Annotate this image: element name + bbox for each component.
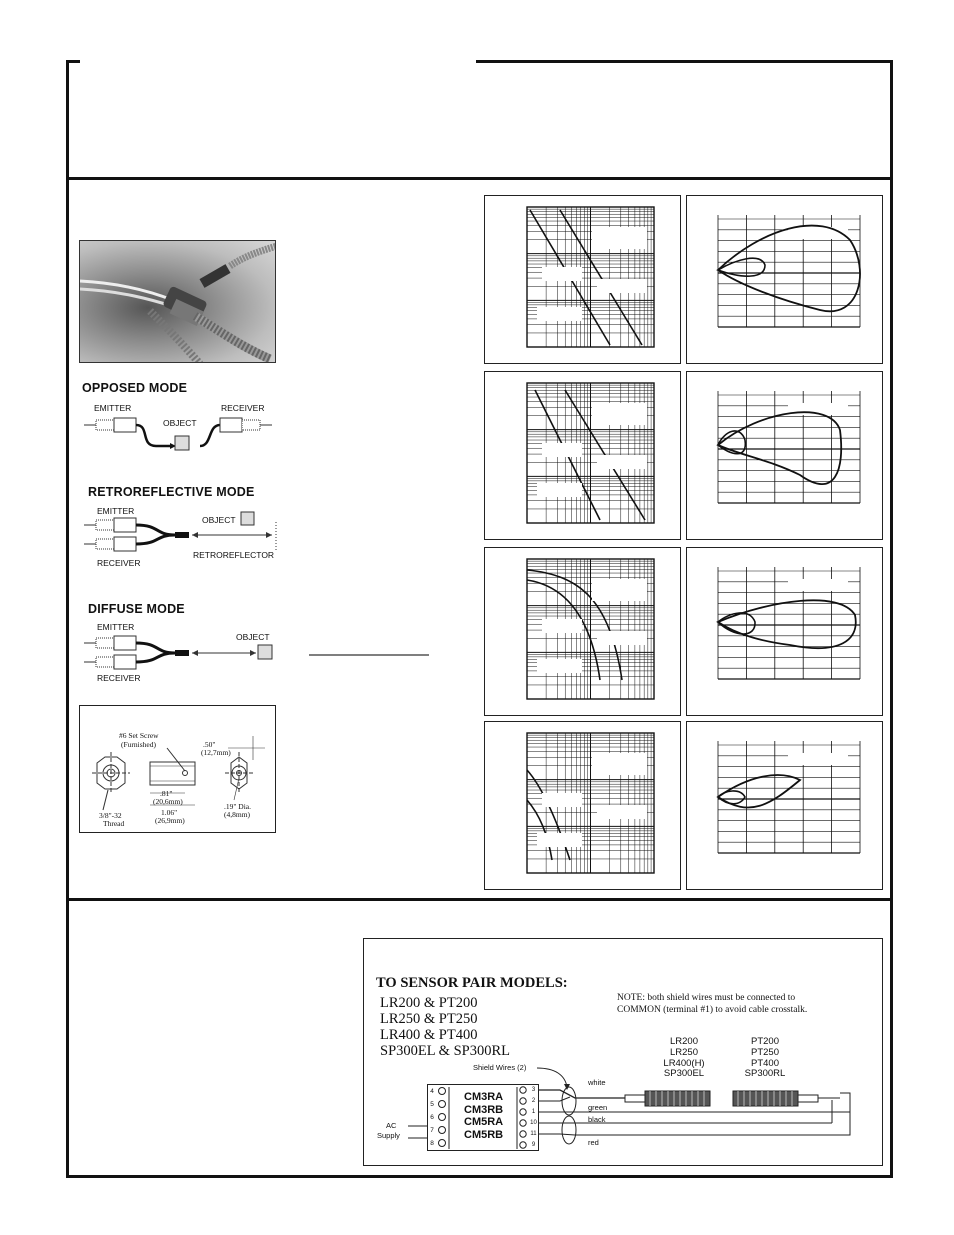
receiver-model: PT400	[751, 1057, 779, 1069]
opposed-mode-title: OPPOSED MODE	[82, 381, 188, 395]
wire-green-label: green	[588, 1103, 608, 1112]
product-photo	[79, 240, 276, 363]
thread-label: 3/8"-32	[99, 811, 122, 820]
dim-106-label: 1.06"	[161, 808, 178, 817]
beam-pattern-panel-1	[686, 195, 883, 364]
retro-object-label: OBJECT	[202, 515, 236, 525]
wiring-heading: TO SENSOR PAIR MODELS:	[376, 975, 568, 991]
retro-mode-title: RETROREFLECTIVE MODE	[88, 485, 255, 499]
diffuse-receiver-label: RECEIVER	[97, 673, 141, 683]
photo-cables-drawing	[80, 241, 276, 363]
terminal-number: 5	[430, 1101, 434, 1108]
wire-red-label: red	[588, 1138, 599, 1147]
beam-pattern-panel-4	[686, 721, 883, 890]
opposed-emitter-label: EMITTER	[94, 403, 132, 413]
receiver-model: SP300RL	[744, 1068, 786, 1080]
right-terminal-numbers	[529, 1085, 538, 1151]
beam-pattern-panel-3	[686, 547, 883, 716]
retro-emitter-label: EMITTER	[97, 506, 135, 516]
diffuse-object-label: OBJECT	[236, 632, 270, 642]
logic-module-models	[464, 1091, 503, 1141]
receiver-model-list	[740, 1037, 790, 1080]
crosstalk-note-line-1: NOTE: both shield wires must be connected to	[617, 993, 796, 1003]
emitter-model: LR400(H)	[663, 1057, 705, 1069]
excess-gain-panel-2	[484, 371, 681, 540]
receiver-model: PT250	[751, 1046, 779, 1058]
opposed-object-label: OBJECT	[163, 418, 197, 428]
pair-model-4: SP300EL & SP300RL	[380, 1043, 510, 1059]
wire-white-label: white	[588, 1078, 606, 1087]
module-model: CM5RB	[464, 1128, 504, 1141]
emitter-model: LR250	[670, 1046, 698, 1058]
terminal-number: 1	[531, 1109, 536, 1115]
crosstalk-note-line-2: COMMON (terminal #1) to avoid cable crosstalk.	[617, 1005, 808, 1015]
header-divider	[66, 177, 893, 180]
beam-pattern-panel-2	[686, 371, 883, 540]
thread-label-2: Thread	[103, 819, 125, 828]
excess-gain-panel-1	[484, 195, 681, 364]
emitter-model: SP300EL	[663, 1068, 705, 1080]
terminal-number: 7	[430, 1127, 434, 1134]
emitter-model: LR200	[670, 1036, 698, 1047]
wire-black-label: black	[588, 1115, 606, 1124]
dim-81-label: .81"	[160, 789, 173, 798]
module-model: CM3RB	[464, 1103, 504, 1116]
shield-wires-label: Shield Wires (2)	[473, 1063, 527, 1072]
set-screw-label: #6 Set Screw	[119, 731, 159, 740]
retro-receiver-label: RECEIVER	[97, 558, 141, 568]
pair-model-2: LR250 & PT250	[380, 1011, 478, 1027]
terminal-number: 11	[530, 1131, 537, 1137]
emitter-model-list	[659, 1037, 709, 1080]
header-title-gap	[80, 56, 476, 64]
retroreflector-label: RETROREFLECTOR	[193, 550, 275, 560]
terminal-number: 3	[531, 1087, 536, 1093]
dim-19-label: .19" Dia.	[224, 802, 252, 811]
section-divider	[66, 898, 893, 901]
module-model: CM5RA	[464, 1116, 504, 1128]
pair-model-1: LR200 & PT200	[380, 995, 478, 1011]
diffuse-mode-title: DIFFUSE MODE	[88, 602, 185, 616]
opposed-receiver-label: RECEIVER	[221, 403, 265, 413]
diffuse-emitter-label: EMITTER	[97, 622, 135, 632]
receiver-model: PT200	[751, 1036, 779, 1047]
furnished-label: (Furnished)	[121, 740, 156, 749]
dim-106mm-label: (26,9mm)	[155, 816, 185, 825]
module-model: CM3RA	[464, 1091, 504, 1103]
excess-gain-panel-4	[484, 721, 681, 890]
excess-gain-panel-3	[484, 547, 681, 716]
terminal-number: 4	[430, 1088, 434, 1095]
terminal-number: 8	[430, 1140, 434, 1147]
dim-19mm-label: (4,8mm)	[224, 810, 251, 819]
supply-label: Supply	[377, 1131, 400, 1140]
dim-50mm-label: (12,7mm)	[201, 748, 231, 757]
terminal-number: 9	[531, 1142, 536, 1148]
dim-81mm-label: (20,6mm)	[153, 797, 183, 806]
terminal-number: 10	[530, 1120, 537, 1126]
ac-label: AC	[386, 1121, 397, 1130]
pair-model-3: LR400 & PT400	[380, 1027, 478, 1043]
terminal-number: 2	[531, 1098, 536, 1104]
dim-50-label: .50"	[203, 740, 216, 749]
left-terminal-numbers	[428, 1085, 436, 1150]
terminal-number: 6	[430, 1114, 434, 1121]
